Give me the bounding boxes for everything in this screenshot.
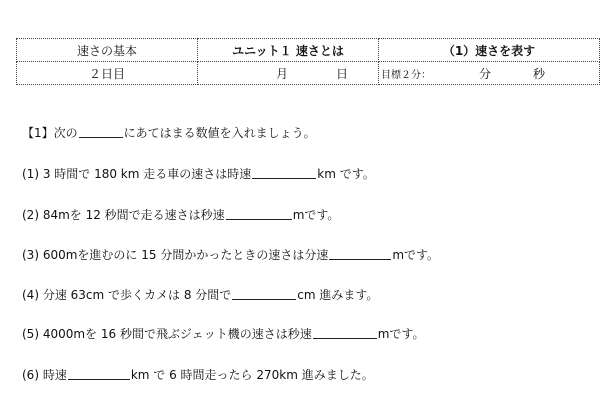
answer-blank-3[interactable] (329, 247, 391, 260)
question-text: 分速 63cm で歩くカメは 8 分間で (42, 288, 232, 302)
question-unit: mです。 (292, 208, 340, 222)
month-label: 月 (275, 66, 288, 81)
question-text: 600mを進むのに 15 分間かかったときの速さは分速 (42, 248, 329, 262)
question-unit: km で 6 時間走ったら 270km 進みました。 (130, 368, 374, 382)
question-number: (3) (22, 248, 39, 262)
question-6 (22, 366, 374, 383)
instruction-suffix: にあてはまる数値を入れましょう。 (123, 126, 316, 140)
goal-time-cell[interactable] (379, 62, 600, 85)
day-unit-label: 日 (336, 66, 349, 81)
question-number: (2) (22, 208, 39, 222)
instruction (22, 124, 316, 141)
instruction-prefix: 【1】次の (22, 126, 78, 140)
question-number: (5) (22, 327, 39, 341)
answer-blank-6[interactable] (68, 367, 130, 380)
question-3 (22, 246, 439, 263)
answer-blank-5[interactable] (313, 326, 377, 339)
question-number: (4) (22, 288, 39, 302)
question-4 (22, 286, 378, 303)
header-table (16, 38, 600, 85)
answer-blank-2[interactable] (226, 207, 292, 220)
goal-label: 目標２分： (381, 69, 431, 81)
question-unit: cm 進みます。 (297, 288, 379, 302)
course-name: 速さの基本 (17, 39, 198, 62)
question-text: 時速 (42, 368, 67, 382)
lesson-title: （1）速さを表す (379, 39, 600, 62)
question-text: 4000mを 16 秒間で飛ぶジェット機の速さは秒速 (42, 327, 312, 341)
question-1 (22, 165, 375, 182)
seconds-label: 秒 (533, 66, 546, 81)
question-text: 3 時間で 180 km 走る車の速さは時速 (42, 167, 252, 181)
answer-blank-1[interactable] (252, 166, 316, 179)
question-2 (22, 206, 339, 223)
question-unit: mです。 (392, 248, 440, 262)
question-number: (1) (22, 167, 39, 181)
date-cell[interactable] (198, 62, 379, 85)
question-unit: mです。 (377, 327, 425, 341)
minutes-label: 分 (479, 66, 492, 81)
instruction-blank (79, 125, 123, 138)
unit-title: ユニット１ 速さとは (198, 39, 379, 62)
question-unit: km です。 (317, 167, 375, 181)
question-5 (22, 325, 424, 342)
question-text: 84mを 12 秒間で走る速さは秒速 (42, 208, 225, 222)
question-number: (6) (22, 368, 39, 382)
answer-blank-4[interactable] (232, 287, 296, 300)
day-label: ２日目 (17, 62, 198, 85)
